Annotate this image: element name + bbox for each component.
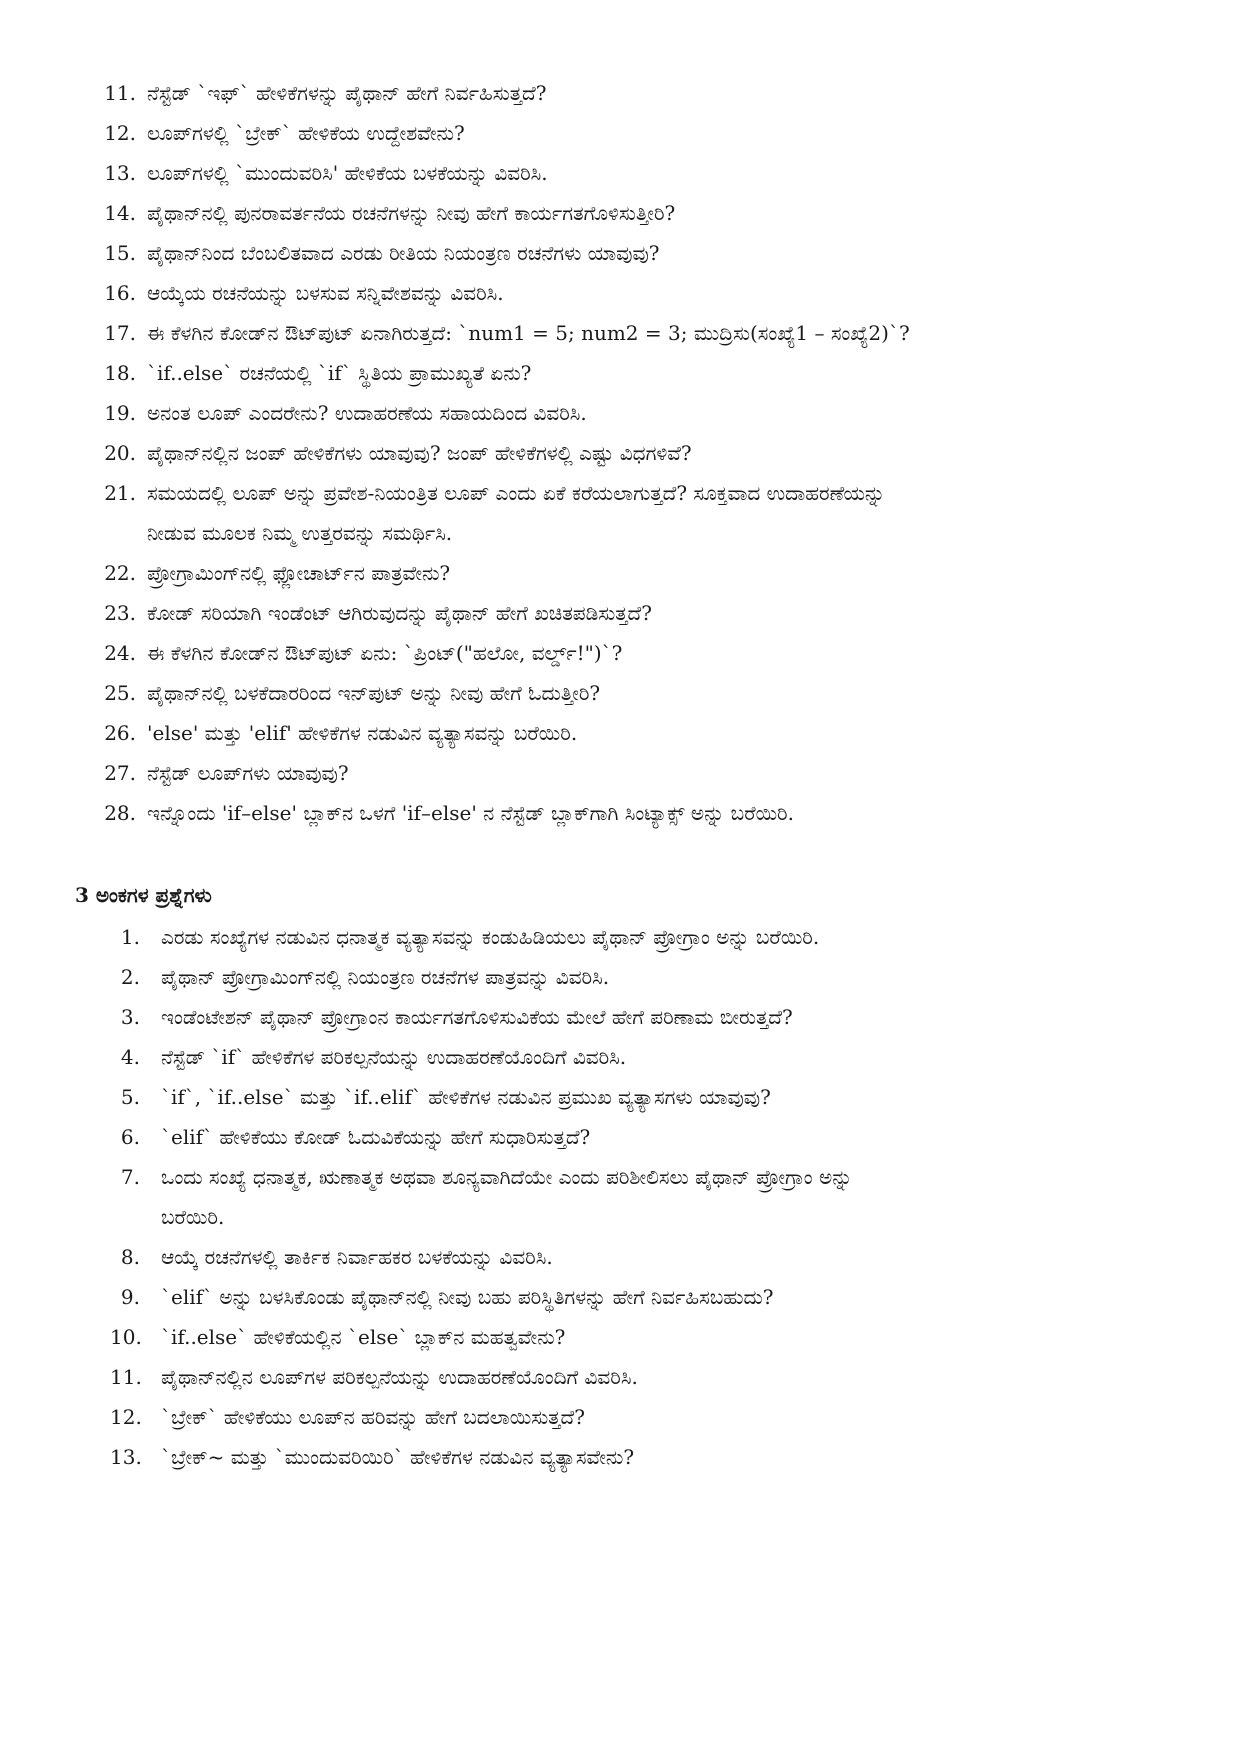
question-text: ಕೋಡ್ ಸರಿಯಾಗಿ ಇಂಡೆಂಟ್ ಆಗಿರುವುದನ್ನು ಪೈಥಾನ್ ಹೇಗೆ ಖಚಿತಪಡಿಸುತ್ತದೆ? bbox=[147, 601, 652, 625]
question-number: 20. bbox=[104, 441, 136, 465]
question-number: 15. bbox=[104, 241, 136, 265]
question-text: ಈ ಕೆಳಗಿನ ಕೋಡ್‌ನ ಔಟ್‌ಪುಟ್ ಏನು: `ಪ್ರಿಂಟ್("ಹಲೋ, ವರ್ಲ್ಡ್!")`? bbox=[147, 641, 623, 665]
question-number: 28. bbox=[104, 801, 136, 825]
question-text: ಸಮಯದಲ್ಲಿ ಲೂಪ್ ಅನ್ನು ಪ್ರವೇಶ-ನಿಯಂತ್ರಿತ ಲೂಪ್ ಎಂದು ಏಕೆ ಕರೆಯಲಾಗುತ್ತದೆ? ಸೂಕ್ತವಾದ ಉದಾಹರಣೆಯನ್ನು bbox=[147, 481, 886, 505]
question-number: 13. bbox=[104, 161, 136, 185]
question-number: 25. bbox=[104, 681, 136, 705]
question-text: ಒಂದು ಸಂಖ್ಯೆ ಧನಾತ್ಮಕ, ಋಣಾತ್ಮಕ ಅಥವಾ ಶೂನ್ಯವಾಗಿದೆಯೇ ಎಂದು ಪರಿಶೀಲಿಸಲು ಪೈಥಾನ್ ಪ್ರೋಗ್ರಾಂ ಅನ್ನು bbox=[161, 1165, 853, 1189]
section-heading: 3 ಅಂಕಗಳ ಪ್ರಶ್ನೆಗಳು bbox=[75, 883, 212, 907]
question-number: 12. bbox=[110, 1405, 142, 1429]
question-number: 9. bbox=[120, 1285, 140, 1309]
question-text: `ಬ್ರೇಕ್` ಹೇಳಿಕೆಯು ಲೂಪ್‌ನ ಹರಿವನ್ನು ಹೇಗೆ ಬದಲಾಯಿಸುತ್ತದೆ? bbox=[161, 1405, 585, 1429]
question-number: 6. bbox=[120, 1125, 140, 1149]
question-text: `if..else` ರಚನೆಯಲ್ಲಿ `if` ಸ್ಥಿತಿಯ ಪ್ರಾಮುಖ್ಯತೆ ಏನು? bbox=[147, 361, 532, 385]
question-number: 10. bbox=[110, 1325, 142, 1349]
question-number: 23. bbox=[104, 601, 136, 625]
question-text: ಈ ಕೆಳಗಿನ ಕೋಡ್‌ನ ಔಟ್‌ಪುಟ್ ಏನಾಗಿರುತ್ತದೆ: `num1 = 5; num2 = 3; ಮುದ್ರಿಸು(ಸಂಖ್ಯೆ1 – ಸಂಖ್ಯೆ2)`? bbox=[147, 321, 910, 345]
question-number: 7. bbox=[120, 1165, 140, 1189]
question-text: ಲೂಪ್‌ಗಳಲ್ಲಿ `ಮುಂದುವರಿಸಿ' ಹೇಳಿಕೆಯ ಬಳಕೆಯನ್ನು ವಿವರಿಸಿ. bbox=[147, 161, 548, 185]
question-number: 27. bbox=[104, 761, 136, 785]
question-text: `elif` ಅನ್ನು ಬಳಸಿಕೊಂಡು ಪೈಥಾನ್‌ನಲ್ಲಿ ನೀವು ಬಹು ಪರಿಸ್ಥಿತಿಗಳನ್ನು ಹೇಗೆ ನಿರ್ವಹಿಸಬಹುದು? bbox=[161, 1285, 774, 1309]
question-text: ಲೂಪ್‌ಗಳಲ್ಲಿ `ಬ್ರೇಕ್` ಹೇಳಿಕೆಯ ಉದ್ದೇಶವೇನು? bbox=[147, 121, 465, 145]
question-text: ಪ್ರೋಗ್ರಾಮಿಂಗ್‌ನಲ್ಲಿ ಫ್ಲೋಚಾರ್ಟ್‌ನ ಪಾತ್ರವೇನು? bbox=[147, 561, 451, 585]
question-number: 16. bbox=[104, 281, 136, 305]
question-number: 24. bbox=[104, 641, 136, 665]
question-text: ನೆಸ್ಟೆಡ್ `ಇಫ್` ಹೇಳಿಕೆಗಳನ್ನು ಪೈಥಾನ್ ಹೇಗೆ ನಿರ್ವಹಿಸುತ್ತದೆ? bbox=[147, 81, 547, 105]
question-text: ಪೈಥಾನ್‌ನಲ್ಲಿನ ಜಂಪ್ ಹೇಳಿಕೆಗಳು ಯಾವುವು? ಜಂಪ್ ಹೇಳಿಕೆಗಳಲ್ಲಿ ಎಷ್ಟು ವಿಧಗಳಿವೆ? bbox=[147, 441, 692, 465]
question-text: ಇಂಡೆಂಟೇಶನ್ ಪೈಥಾನ್ ಪ್ರೋಗ್ರಾಂನ ಕಾರ್ಯಗತಗೊಳಿಸುವಿಕೆಯ ಮೇಲೆ ಹೇಗೆ ಪರಿಣಾಮ ಬೀರುತ್ತದೆ? bbox=[161, 1005, 793, 1029]
question-text: `if`, `if..else` ಮತ್ತು `if..elif` ಹೇಳಿಕೆಗಳ ನಡುವಿನ ಪ್ರಮುಖ ವ್ಯತ್ಯಾಸಗಳು ಯಾವುವು? bbox=[161, 1085, 771, 1109]
question-text: 'else' ಮತ್ತು 'elif' ಹೇಳಿಕೆಗಳ ನಡುವಿನ ವ್ಯತ್ಯಾಸವನ್ನು ಬರೆಯಿರಿ. bbox=[147, 721, 578, 745]
question-number: 18. bbox=[104, 361, 136, 385]
question-text-continued: ಬರೆಯಿರಿ. bbox=[161, 1205, 225, 1229]
question-number: 11. bbox=[110, 1365, 142, 1389]
question-text: ಪೈಥಾನ್ ಪ್ರೋಗ್ರಾಮಿಂಗ್‌ನಲ್ಲಿ ನಿಯಂತ್ರಣ ರಚನೆಗಳ ಪಾತ್ರವನ್ನು ವಿವರಿಸಿ. bbox=[161, 965, 610, 989]
question-number: 22. bbox=[104, 561, 136, 585]
question-number: 11. bbox=[104, 81, 136, 105]
question-text: ಎರಡು ಸಂಖ್ಯೆಗಳ ನಡುವಿನ ಧನಾತ್ಮಕ ವ್ಯತ್ಯಾಸವನ್ನು ಕಂಡುಹಿಡಿಯಲು ಪೈಥಾನ್ ಪ್ರೋಗ್ರಾಂ ಅನ್ನು ಬರೆಯಿರಿ. bbox=[161, 925, 820, 949]
question-text: ಇನ್ನೊಂದು 'if–else' ಬ್ಲಾಕ್‌ನ ಒಳಗೆ 'if–else' ನ ನೆಸ್ಟೆಡ್ ಬ್ಲಾಕ್‌ಗಾಗಿ ಸಿಂಟ್ಯಾಕ್ಸ್ ಅನ್ನು ಬರೆಯಿರಿ. bbox=[147, 801, 794, 825]
question-text: `if..else` ಹೇಳಿಕೆಯಲ್ಲಿನ `else` ಬ್ಲಾಕ್‌ನ ಮಹತ್ವವೇನು? bbox=[161, 1325, 566, 1349]
question-text: ಪೈಥಾನ್‌ನಿಂದ ಬೆಂಬಲಿತವಾದ ಎರಡು ರೀತಿಯ ನಿಯಂತ್ರಣ ರಚನೆಗಳು ಯಾವುವು? bbox=[147, 241, 660, 265]
question-text: `elif` ಹೇಳಿಕೆಯು ಕೋಡ್ ಓದುವಿಕೆಯನ್ನು ಹೇಗೆ ಸುಧಾರಿಸುತ್ತದೆ? bbox=[161, 1125, 591, 1149]
question-number: 5. bbox=[120, 1085, 140, 1109]
question-number: 21. bbox=[104, 481, 136, 505]
question-text: ಆಯ್ಕೆ ರಚನೆಗಳಲ್ಲಿ ತಾರ್ಕಿಕ ನಿರ್ವಾಹಕರ ಬಳಕೆಯನ್ನು ವಿವರಿಸಿ. bbox=[161, 1245, 553, 1269]
question-text-continued: ನೀಡುವ ಮೂಲಕ ನಿಮ್ಮ ಉತ್ತರವನ್ನು ಸಮರ್ಥಿಸಿ. bbox=[147, 521, 453, 545]
question-number: 1. bbox=[120, 925, 140, 949]
question-number: 17. bbox=[104, 321, 136, 345]
question-text: ಆಯ್ಕೆಯ ರಚನೆಯನ್ನು ಬಳಸುವ ಸನ್ನಿವೇಶವನ್ನು ವಿವರಿಸಿ. bbox=[147, 281, 504, 305]
question-text: ಅನಂತ ಲೂಪ್ ಎಂದರೇನು? ಉದಾಹರಣೆಯ ಸಹಾಯದಿಂದ ವಿವರಿಸಿ. bbox=[147, 401, 587, 425]
question-number: 3. bbox=[120, 1005, 140, 1029]
question-number: 12. bbox=[104, 121, 136, 145]
question-text: ನೆಸ್ಟೆಡ್ `if` ಹೇಳಿಕೆಗಳ ಪರಿಕಲ್ಪನೆಯನ್ನು ಉದಾಹರಣೆಯೊಂದಿಗೆ ವಿವರಿಸಿ. bbox=[161, 1045, 627, 1069]
question-number: 4. bbox=[120, 1045, 140, 1069]
question-text: ಪೈಥಾನ್‌ನಲ್ಲಿನ ಲೂಪ್‌ಗಳ ಪರಿಕಲ್ಪನೆಯನ್ನು ಉದಾಹರಣೆಯೊಂದಿಗೆ ವಿವರಿಸಿ. bbox=[161, 1365, 638, 1389]
question-text: ನೆಸ್ಟೆಡ್ ಲೂಪ್‌ಗಳು ಯಾವುವು? bbox=[147, 761, 349, 785]
question-number: 26. bbox=[104, 721, 136, 745]
question-number: 14. bbox=[104, 201, 136, 225]
question-text: ಪೈಥಾನ್‌ನಲ್ಲಿ ಬಳಕೆದಾರರಿಂದ ಇನ್‌ಪುಟ್ ಅನ್ನು ನೀವು ಹೇಗೆ ಓದುತ್ತೀರಿ? bbox=[147, 681, 601, 705]
question-number: 2. bbox=[120, 965, 140, 989]
question-text: `ಬ್ರೇಕ್~ ಮತ್ತು `ಮುಂದುವರಿಯಿರಿ` ಹೇಳಿಕೆಗಳ ನಡುವಿನ ವ್ಯತ್ಯಾಸವೇನು? bbox=[161, 1445, 635, 1469]
question-number: 8. bbox=[120, 1245, 140, 1269]
question-text: ಪೈಥಾನ್‌ನಲ್ಲಿ ಪುನರಾವರ್ತನೆಯ ರಚನೆಗಳನ್ನು ನೀವು ಹೇಗೆ ಕಾರ್ಯಗತಗೊಳಿಸುತ್ತೀರಿ? bbox=[147, 201, 676, 225]
question-number: 13. bbox=[110, 1445, 142, 1469]
question-number: 19. bbox=[104, 401, 136, 425]
